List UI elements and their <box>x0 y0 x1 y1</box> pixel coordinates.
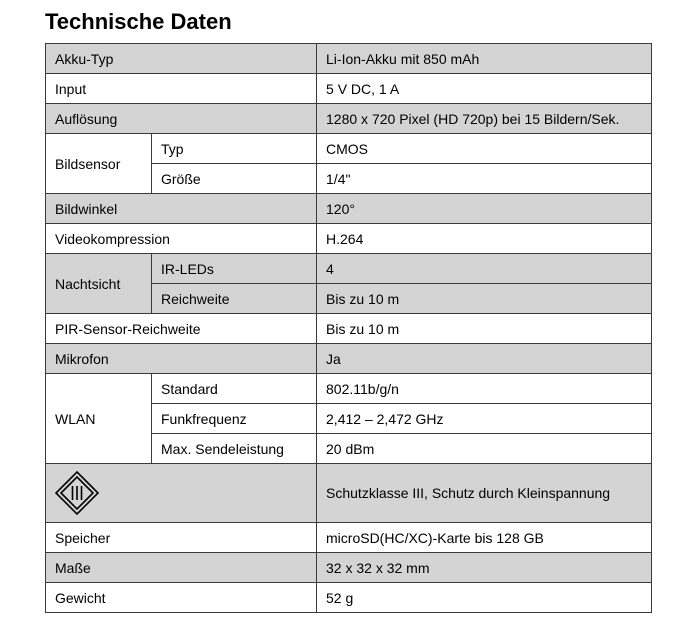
row-value: 52 g <box>317 583 652 613</box>
table-row <box>46 74 652 104</box>
group-label: Bildsensor <box>46 134 152 194</box>
table-row <box>46 523 652 553</box>
sub-label: Reichweite <box>152 284 317 314</box>
table-row <box>46 374 652 404</box>
row-value: Li-Ion-Akku mit 850 mAh <box>317 44 652 74</box>
row-label: Auflösung <box>46 104 317 134</box>
row-value: Bis zu 10 m <box>317 284 652 314</box>
table-row <box>46 254 652 284</box>
row-label: Mikrofon <box>46 344 317 374</box>
spec-table <box>45 43 652 613</box>
row-value: microSD(HC/XC)-Karte bis 128 GB <box>317 523 652 553</box>
row-label: Akku-Typ <box>46 44 317 74</box>
sub-label: Typ <box>152 134 317 164</box>
row-label: Maße <box>46 553 317 583</box>
row-value: 4 <box>317 254 652 284</box>
row-value: 1280 x 720 Pixel (HD 720p) bei 15 Bildern/Sek. <box>317 104 652 134</box>
group-label: Nachtsicht <box>46 254 152 314</box>
sub-label: Standard <box>152 374 317 404</box>
table-row <box>46 583 652 613</box>
row-value: Bis zu 10 m <box>317 314 652 344</box>
table-row <box>46 553 652 583</box>
symbol-cell <box>46 464 317 523</box>
sub-label: IR-LEDs <box>152 254 317 284</box>
row-value: H.264 <box>317 224 652 254</box>
table-row <box>46 194 652 224</box>
row-value: 5 V DC, 1 A <box>317 74 652 104</box>
row-label: Gewicht <box>46 583 317 613</box>
group-label: WLAN <box>46 374 152 464</box>
sub-label: Max. Sendeleistung <box>152 434 317 464</box>
table-row <box>46 104 652 134</box>
row-value: Schutzklasse III, Schutz durch Kleinspannung <box>317 464 652 523</box>
row-value: 20 dBm <box>317 434 652 464</box>
table-row <box>46 464 652 523</box>
sub-label: Größe <box>152 164 317 194</box>
row-label: Bildwinkel <box>46 194 317 224</box>
table-row <box>46 314 652 344</box>
table-row <box>46 344 652 374</box>
row-value: 2,412 – 2,472 GHz <box>317 404 652 434</box>
protection-class-iii-icon <box>54 470 100 516</box>
page-title: Technische Daten <box>45 9 232 34</box>
row-value: CMOS <box>317 134 652 164</box>
row-value: 1/4" <box>317 164 652 194</box>
row-label: PIR-Sensor-Reichweite <box>46 314 317 344</box>
sub-label: Funkfrequenz <box>152 404 317 434</box>
row-label: Videokompression <box>46 224 317 254</box>
row-label: Speicher <box>46 523 317 553</box>
table-row <box>46 134 652 164</box>
table-row <box>46 224 652 254</box>
row-value: 120° <box>317 194 652 224</box>
row-value: Ja <box>317 344 652 374</box>
row-label: Input <box>46 74 317 104</box>
row-value: 32 x 32 x 32 mm <box>317 553 652 583</box>
row-value: 802.11b/g/n <box>317 374 652 404</box>
table-row <box>46 44 652 74</box>
